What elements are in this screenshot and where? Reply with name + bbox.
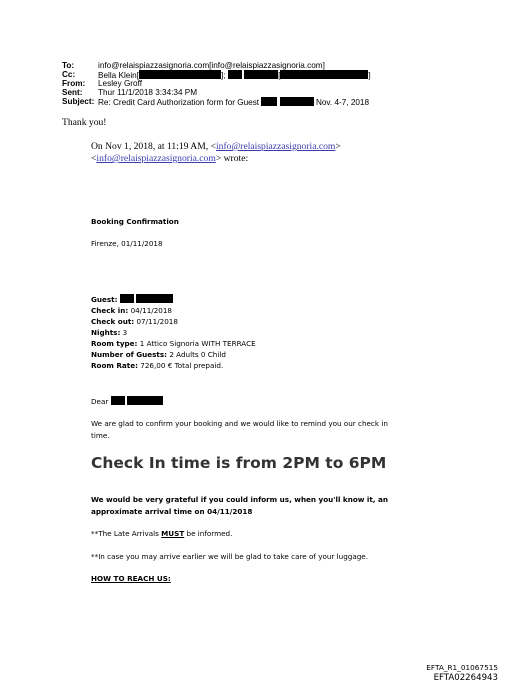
subject-dates: Nov. 4-7, 2018 (315, 98, 370, 107)
cc-end: ] (368, 71, 371, 80)
quoted-suffix: > (335, 141, 341, 152)
redaction-box (127, 396, 163, 405)
rate-value: 726,00 € Total prepaid. (140, 361, 224, 370)
checkin-time-heading: Check In time is from 2PM to 6PM (91, 454, 387, 472)
rate-row (91, 360, 223, 371)
quoted-line-2 (91, 153, 248, 165)
cc-bracket: [ (278, 71, 281, 80)
checkout-value: 07/11/2018 (136, 317, 178, 326)
guest-label: Guest: (91, 295, 118, 304)
to-value: info@relaispiazzasignoria.com[info@relaispiazzasignoria.com] (98, 61, 325, 70)
quoted-email-link[interactable]: info@relaispiazzasignoria.com (215, 141, 336, 152)
redaction-box (280, 97, 314, 106)
quoted-wrote: > wrote: (215, 153, 249, 164)
guests-value: 2 Adults 0 Child (169, 350, 226, 359)
guest-row (91, 294, 173, 305)
from-label: From: (62, 79, 86, 88)
guests-row (91, 349, 226, 360)
dear-text: Dear (91, 397, 109, 406)
redaction-box (244, 70, 281, 80)
cc-separator: ]; (220, 71, 226, 80)
how-to-reach-heading: HOW TO REACH US: (91, 574, 171, 583)
subject-value (98, 97, 369, 108)
cc-label: Cc: (62, 70, 76, 79)
roomtype-row (91, 338, 256, 349)
cc-name: Bella Klein[ (98, 71, 139, 80)
from-value: Lesley Groff (98, 79, 142, 88)
confirm-line-2: time. (91, 431, 110, 440)
redaction-box (120, 294, 134, 303)
nights-value: 3 (122, 328, 128, 337)
reply-text: Thank you! (62, 117, 107, 128)
luggage-note: **In case you may arrive earlier we will be glad to take care of your luggage. (91, 552, 368, 561)
quoted-line-1 (91, 141, 341, 153)
nights-label: Nights: (91, 328, 121, 337)
sent-value: Thur 11/1/2018 3:34:34 PM (98, 88, 198, 97)
redaction-box (228, 70, 242, 79)
checkin-value: 04/11/2018 (130, 306, 172, 315)
footer-id-1: EFTA_R1_01067515 (426, 663, 498, 672)
booking-title: Booking Confirmation (91, 217, 179, 226)
late-arrivals-note (91, 528, 232, 539)
late-must: MUST (161, 529, 185, 538)
dear-row (91, 396, 163, 407)
redaction-box (136, 294, 173, 303)
quoted-prefix-2: < (91, 153, 97, 164)
guests-label: Number of Guests: (91, 350, 168, 359)
checkout-label: Check out: (91, 317, 135, 326)
to-label: To: (62, 61, 75, 70)
place-date: Firenze, 01/11/2018 (91, 239, 163, 248)
checkout-row (91, 316, 178, 327)
redaction-box (280, 70, 371, 80)
quoted-email-link-2[interactable]: info@relaispiazzasignoria.com (96, 153, 216, 164)
late-suffix: be informed. (184, 529, 233, 538)
subject-label: Subject: (62, 97, 95, 106)
roomtype-value: 1 Attico Signoria WITH TERRACE (139, 339, 256, 348)
rate-label: Room Rate: (91, 361, 138, 370)
redaction-box (111, 396, 125, 405)
subject-text: Re: Credit Card Authorization form for Guest (98, 98, 260, 107)
checkin-label: Check in: (91, 306, 129, 315)
arrival-line-1: We would be very grateful if you could inform us, when you'll know it, an (91, 495, 388, 504)
footer-id-2: EFTA02264943 (433, 673, 498, 683)
confirm-line-1: We are glad to confirm your booking and we would like to remind you our check in (91, 419, 388, 428)
arrival-line-2: approximate arrival time on 04/11/2018 (91, 507, 253, 516)
redaction-box (139, 70, 221, 79)
nights-row (91, 327, 127, 338)
redaction-box (261, 97, 277, 106)
sent-label: Sent: (62, 88, 83, 97)
quoted-prefix: On Nov 1, 2018, at 11:19 AM, < (91, 141, 216, 152)
checkin-row (91, 305, 172, 316)
late-prefix: **The Late Arrivals (91, 529, 162, 538)
roomtype-label: Room type: (91, 339, 138, 348)
